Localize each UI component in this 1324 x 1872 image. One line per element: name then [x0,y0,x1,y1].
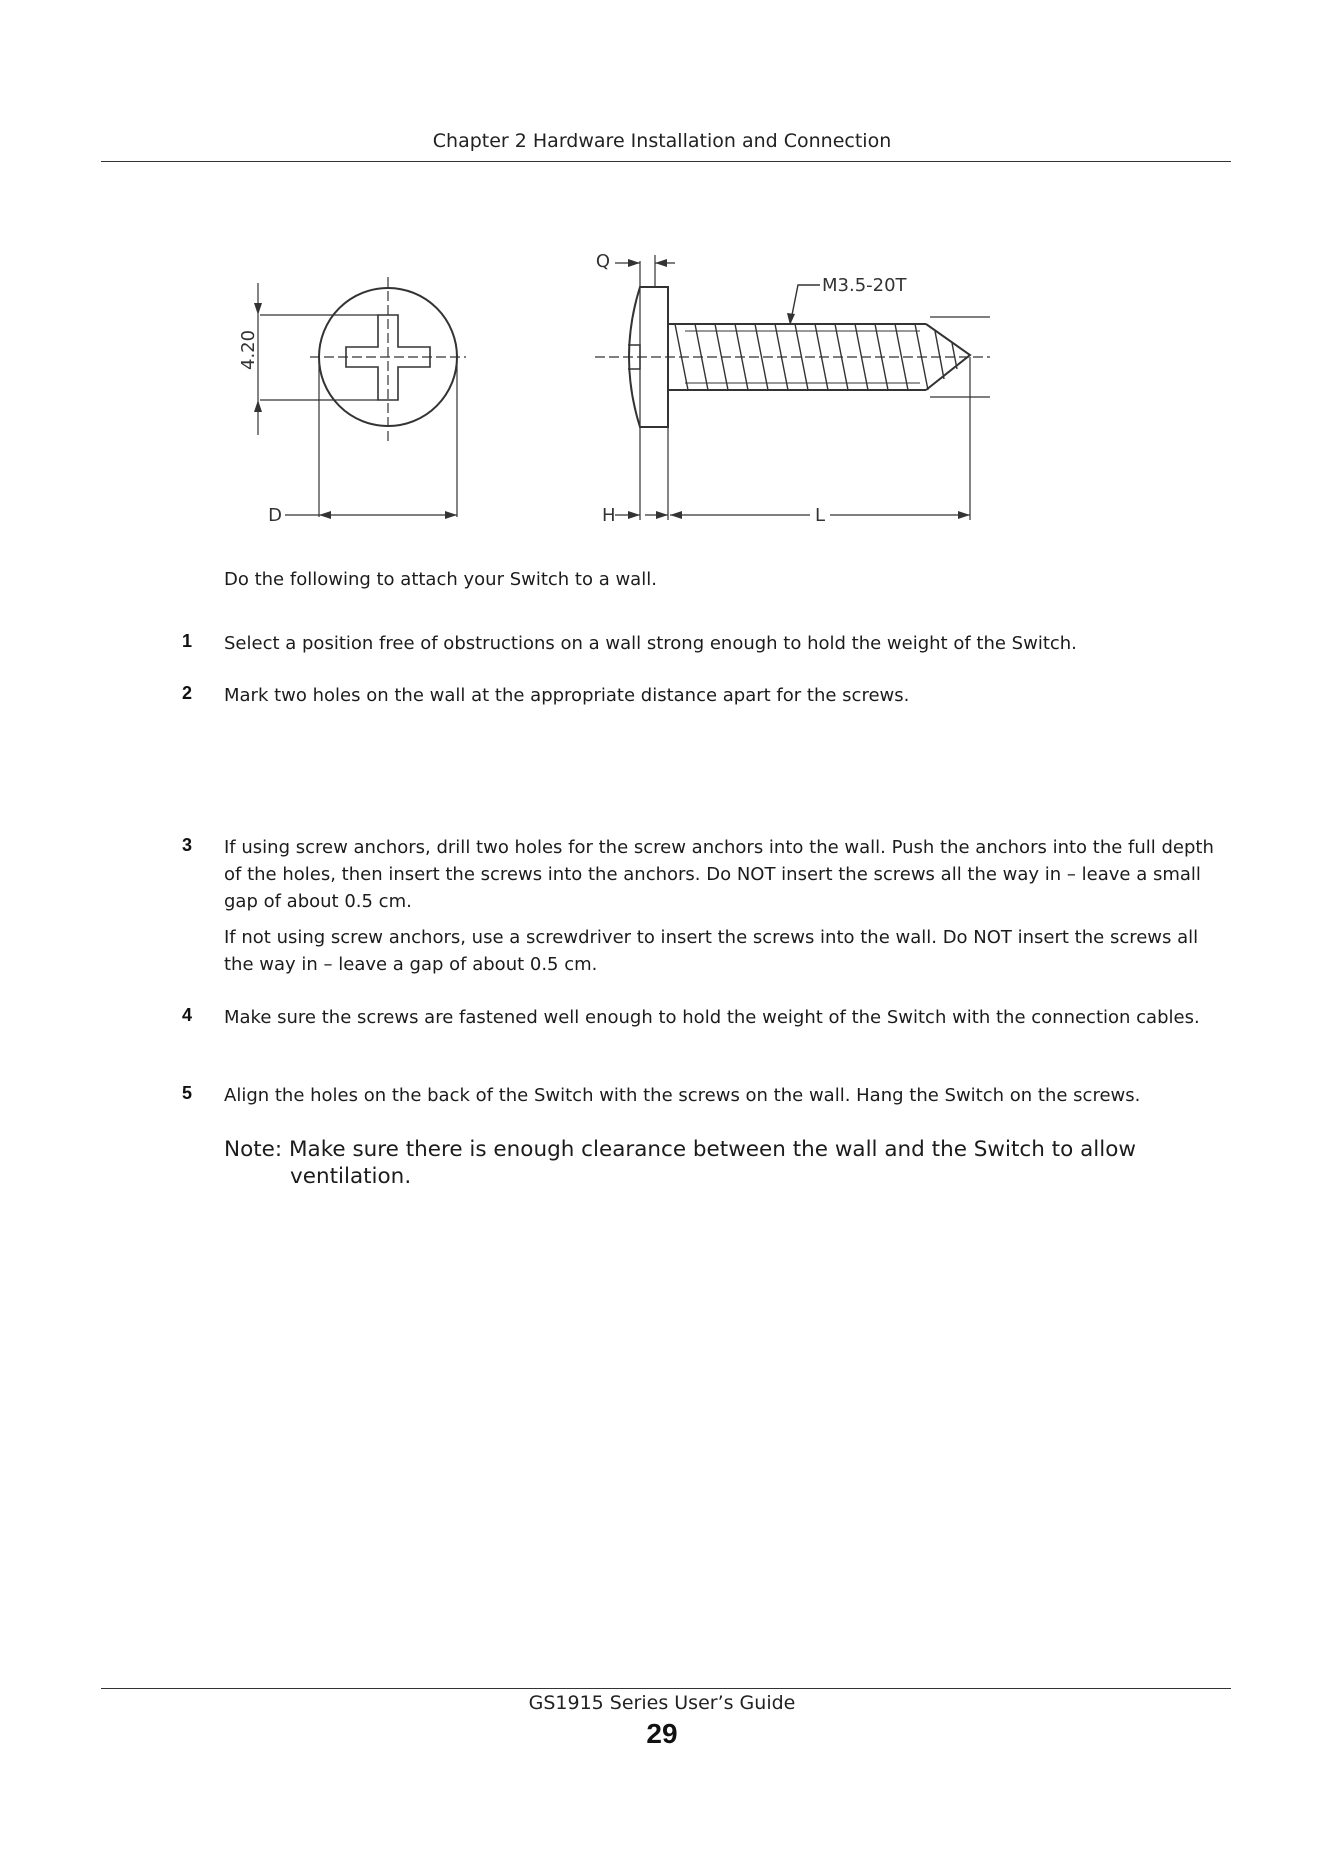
footer-rule [101,1688,1231,1689]
header-rule [101,161,1231,162]
screw-dimension-diagram [230,245,990,535]
spec-label: M3.5-20T [822,275,907,296]
note [224,1135,1184,1164]
footer-title: GS1915 Series User’s Guide [528,1692,796,1714]
screw-side-view [595,255,990,520]
note-prefix: Note: [224,1137,283,1162]
step-1-text: Select a position free of obstructions on a wall strong enough to hold the weight of the Switch. [224,633,1077,654]
step-3-extra-text: If not using screw anchors, use a screwdriver to insert the screws into the wall. Do NOT insert the screws all the way in – leave a gap of about 0.5 cm. [224,927,1199,975]
head-diameter-label: D [268,505,282,526]
screw-head-top-view [254,277,466,519]
q-label: Q [595,251,610,272]
step-3-text: If using screw anchors, drill two holes for the screw anchors into the wall. Push the anchors into the full depth of the holes, then insert the screws into the anchors. Do NOT insert the screws all the way in – leave a small gap of about 0.5 cm. [224,837,1214,912]
page-number: 29 [646,1718,678,1749]
step-2-text: Mark two holes on the wall at the appropriate distance apart for the screws. [224,685,910,706]
note-text: Make sure there is enough clearance between the wall and the Switch to allow [288,1137,1136,1162]
intro-text: Do the following to attach your Switch to a wall. [224,569,657,590]
note-continuation: ventilation. [290,1164,412,1189]
step-3-number: 3 [182,835,193,855]
l-label: L [814,505,826,526]
step-2-number: 2 [182,683,193,703]
step-1-number: 1 [182,631,193,651]
page-header-title: Chapter 2 Hardware Installation and Connection [432,130,892,152]
step-5-number: 5 [182,1083,193,1103]
head-height-label: 4.20 [238,329,259,370]
step-5-text: Align the holes on the back of the Switch with the screws on the wall. Hang the Switch on the screws. [224,1085,1141,1106]
step-4-text: Make sure the screws are fastened well enough to hold the weight of the Switch with the connection cables. [224,1007,1200,1028]
step-4-number: 4 [182,1005,193,1025]
h-label: H [602,505,616,526]
